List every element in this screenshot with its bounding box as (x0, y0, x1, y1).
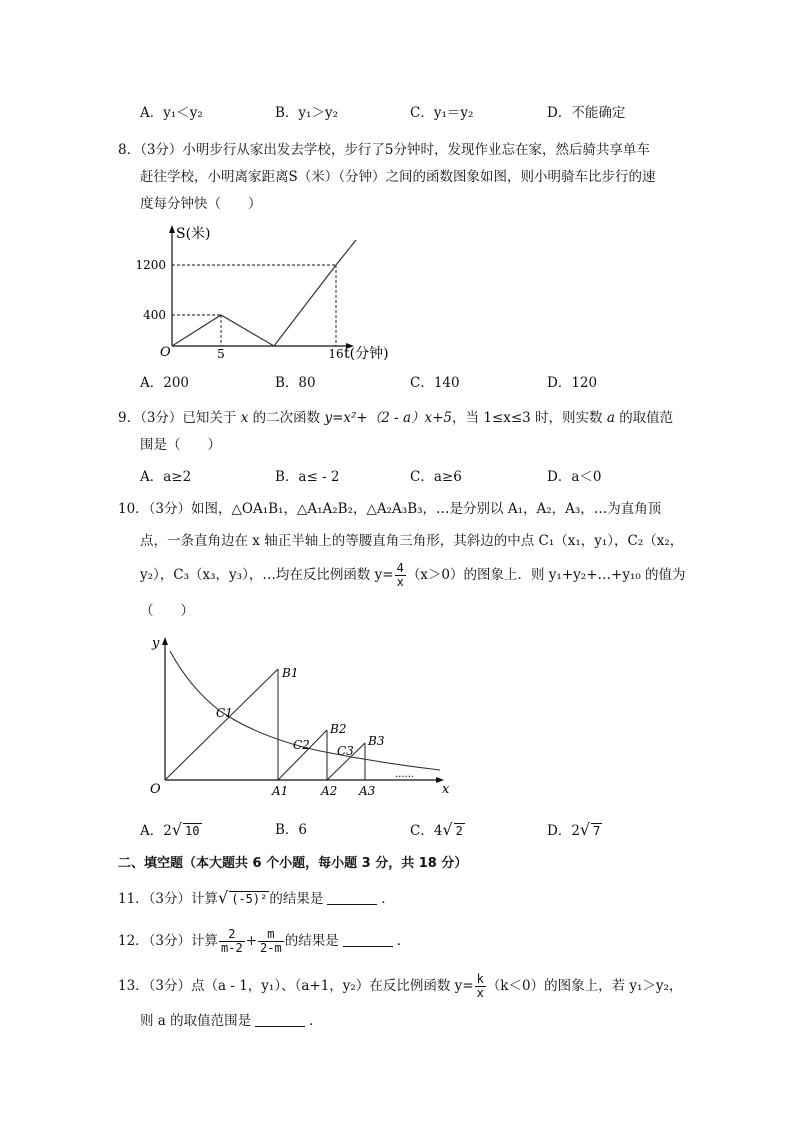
q8-y-arrow (169, 225, 175, 233)
q8-ytick-1200: 1200 (135, 258, 166, 272)
q8-xtick-16: 16 (328, 347, 344, 361)
q12-text: 12．（3分）计算 $\frac{2}{m-2}$ + $\frac{m}{2-m}$ 的结果是 ． (118, 927, 411, 955)
q10-label-ellipsis: ...... (395, 769, 415, 780)
q13-fraction (475, 973, 486, 1000)
q10-l3-b: （x＞0）的图象上．则 y₁+y₂+…+y₁₀ 的值为 (406, 567, 686, 583)
q10-opt-d-label: D．2 (547, 823, 580, 839)
q7-option-a[interactable]: A．y₁＜y₂ (140, 105, 203, 121)
q9-l1-a: 9．（3分）已知关于 (118, 410, 237, 426)
q11-suffix: 的结果是 (269, 891, 324, 907)
q11-answer-blank[interactable] (327, 892, 377, 905)
q12-answer-blank[interactable] (343, 934, 393, 947)
q10-opt-a-radical: √ (171, 820, 183, 839)
q10-label-b3: B3 (368, 734, 385, 748)
q8-option-d[interactable]: D．120 (547, 375, 598, 391)
q10-option-b[interactable]: B．6 (275, 822, 308, 838)
q8-option-b[interactable]: B．80 (275, 375, 316, 391)
q8-ylabel: S(米) (176, 226, 211, 242)
q12-prefix: 12．（3分）计算 (118, 933, 219, 949)
q10-option-a[interactable] (140, 821, 202, 840)
q9-option-c[interactable]: C．a≥6 (410, 469, 462, 485)
q13-l1-b: （k＜0）的图象上，若 y₁＞y₂， (486, 978, 683, 994)
q13-text-line1 (118, 973, 682, 1000)
q10-opt-c-label: C．4 (410, 823, 443, 839)
q10-label-a2: A2 (321, 784, 338, 798)
q8-ytick-400: 400 (143, 308, 166, 322)
q10-option-d[interactable] (547, 821, 602, 840)
q10-hyp-1 (165, 669, 278, 780)
q9-text-line1 (118, 409, 673, 427)
q9-option-b[interactable]: B．a≤ - 2 (275, 469, 340, 485)
q7-option-c[interactable]: C．y₁＝y₂ (410, 105, 474, 121)
section2-title: 二、填空题（本大题共 6 个小题，每小题 3 分，共 18 分） (118, 856, 468, 871)
q9-l1-d: 的取值范 (619, 410, 674, 426)
q10-opt-c-radicand: 2 (455, 824, 463, 838)
q8-text-line1: 8．（3分）小明步行从家出发去学校，步行了5分钟时，发现作业忘在家，然后骑共享单车 (118, 142, 651, 158)
q8-xlabel: t(分钟) (344, 346, 389, 362)
q10-label-o: O (150, 782, 161, 797)
q10-text-line4: （ ） (140, 603, 194, 619)
q8-xtick-5: 5 (217, 347, 225, 361)
q10-triangles-figure (140, 633, 470, 803)
q10-opt-d-radical: √ (579, 820, 591, 839)
q13-text-line2: 则 a 的取值范围是 ． (140, 1013, 323, 1029)
q9-option-d[interactable]: D．a＜0 (547, 469, 602, 485)
q11-text: 11．（3分）计算√ (-5)² 的结果是 ． (118, 888, 395, 907)
q10-frac-den: x (396, 575, 404, 589)
q12-fraction-1 (219, 928, 245, 955)
q11-prefix: 11．（3分）计算 (118, 891, 219, 907)
q10-option-c[interactable] (410, 821, 465, 840)
q12-f2-den: 2-m (260, 941, 282, 955)
q13-l1-a: 13．（3分）点（a - 1，y₁）、（a+1，y₂）在反比例函数 y= (118, 978, 474, 994)
q8-option-a[interactable]: A．200 (140, 375, 190, 391)
q12-plus: + (245, 933, 258, 949)
q10-y-arrow (162, 637, 168, 645)
q12-fraction-2 (258, 928, 284, 955)
q11-radical: √ (218, 888, 229, 907)
q10-label-c3: C3 (337, 744, 354, 758)
q10-text-line1: 10．（3分）如图，△OA₁B₁，△A₁A₂B₂，△A₂A₃B₃，…是分别以 A₁，A₂，A₃，…为直角顶 (118, 501, 662, 517)
q13-frac-den: x (476, 986, 484, 1000)
q8-distance-time-chart (130, 222, 410, 367)
q8-option-c[interactable]: C．140 (410, 375, 460, 391)
q9-l1-x: x (240, 410, 249, 426)
q10-opt-a-label: A．2 (140, 823, 172, 839)
q8-text-line3: 度每分钟快（ ） (140, 196, 262, 212)
q11-radicand: (-5)² (231, 892, 268, 906)
q12-f2-num: m (258, 928, 284, 942)
q9-text-line2: 围是（ ） (140, 437, 221, 453)
q10-opt-d-radicand: 7 (593, 824, 601, 838)
q12-f1-den: m-2 (221, 941, 243, 955)
q10-label-a3: A3 (359, 784, 376, 798)
q13-answer-blank[interactable] (255, 1014, 305, 1027)
q10-label-b1: B1 (282, 666, 299, 680)
q10-label-x: x (442, 782, 450, 797)
q8-graph-line (172, 240, 356, 346)
q10-text-line2: 点，一条直角边在 x 轴正半轴上的等腰直角三角形，其斜边的中点 C₁（x₁，y₁），C₂（x₂， (140, 533, 684, 549)
q9-option-a[interactable]: A．a≥2 (140, 469, 192, 485)
q10-l3-a: y₂），C₃（x₃，y₃），…均在反比例函数 y= (140, 567, 394, 583)
q10-label-c2: C2 (293, 738, 310, 752)
q13-l2: 则 a 的取值范围是 (140, 1013, 252, 1029)
q10-fraction (395, 562, 406, 589)
q10-label-b2: B2 (330, 722, 347, 736)
q10-text-line3 (140, 562, 686, 589)
q10-label-y: y (152, 636, 160, 651)
q8-text-line2: 赶往学校，小明离家距离S（米）（分钟）之间的函数图象如图，则小明骑车比步行的速 (140, 169, 656, 185)
q9-l1-c: ，当 1≤x≤3 时，则实数 (452, 410, 603, 426)
q13-frac-num: k (476, 972, 484, 986)
q7-option-b[interactable]: B．y₁＞y₂ (275, 105, 338, 121)
q8-origin: O (160, 345, 171, 360)
q9-l1-b: 的二次函数 (252, 410, 321, 426)
q12-suffix: 的结果是 (284, 933, 339, 949)
q10-frac-num: 4 (396, 561, 404, 575)
q9-l1-expr: y=x²+（2 - a）x+5 (324, 410, 453, 426)
q10-opt-a-radicand: 10 (185, 824, 200, 838)
q9-l1-avar: a (606, 410, 615, 426)
q12-f1-num: 2 (219, 928, 245, 942)
q10-label-c1: C1 (216, 706, 233, 720)
q7-option-d[interactable]: D．不能确定 (547, 105, 626, 121)
q10-opt-c-radical: √ (442, 820, 453, 839)
q10-label-a1: A1 (272, 784, 289, 798)
